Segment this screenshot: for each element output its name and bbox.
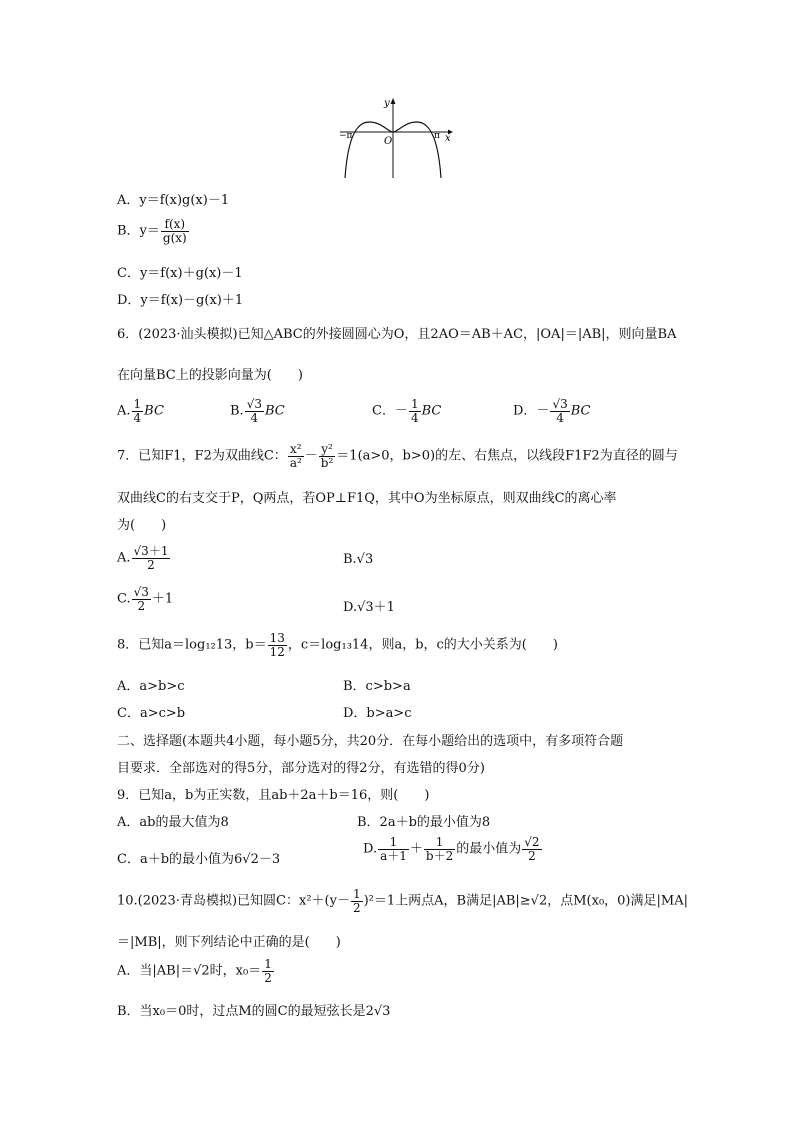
q8-frac — [268, 632, 287, 658]
q8-tail: ，c＝log₁₃14，则a，b，c的大小关系为( ) — [287, 637, 558, 653]
q6-a-vec: BC — [144, 403, 164, 419]
q8-option-d: D．b>a>c — [343, 706, 412, 721]
q9-option-d — [363, 836, 543, 862]
q10-option-b: B．当x₀＝0时，过点M的圆C的最短弦长是2√3 — [117, 1004, 391, 1019]
q7-option-d: D.√3＋1 — [343, 600, 395, 615]
q9-d-d3: 2 — [528, 848, 536, 863]
q7-line3: 为( ) — [117, 518, 167, 533]
q6-option-a — [117, 398, 164, 424]
q9-option-a: A．ab的最大值为8 — [117, 815, 229, 830]
q9-d-n1: 1 — [378, 836, 409, 850]
q6-b-label: B. — [230, 403, 244, 419]
q10-a-frac — [262, 958, 274, 984]
q7-frac2 — [319, 443, 336, 469]
q6-c-vec: BC — [421, 403, 442, 419]
q6-a-label: A. — [117, 403, 131, 419]
q8-den: 12 — [269, 644, 285, 659]
q10-a-prefix: A．当|AB|＝√2时，x₀＝ — [117, 963, 262, 979]
q5-b-den: g(x) — [162, 230, 187, 245]
section2-line2: 目要求．全部选对的得5分，部分选对的得2分，有选错的得0分) — [117, 761, 485, 776]
q9-d-d1: a＋1 — [380, 848, 407, 863]
q10-num: 1 — [352, 887, 361, 901]
q6-a-num: 1 — [133, 397, 142, 411]
q7-c-frac — [132, 586, 151, 612]
q6-prefix: 6．(2023·汕头模拟)已知△ABC的外接圆圆心为O，且 — [117, 327, 431, 342]
q10-den: 2 — [352, 900, 361, 915]
q7-option-a — [117, 545, 171, 571]
q7-den1: a² — [289, 455, 302, 470]
q6-stem — [117, 323, 676, 342]
q10-prefix: 10.(2023·青岛模拟)已知圆C：x²＋ — [117, 893, 325, 909]
q7-a-frac — [132, 545, 171, 571]
q10-a-num: 1 — [264, 957, 272, 971]
q6-c-den: 4 — [410, 410, 419, 425]
origin-label: O — [384, 136, 393, 147]
q7-c-num: √3 — [133, 585, 149, 599]
q7-frac1 — [288, 443, 304, 469]
q7-line2: 双曲线C的右支交于P，Q两点，若OP⊥F1Q，其中O为坐标原点，则双曲线C的离心率 — [117, 491, 617, 506]
q7-prefix: 7．已知F1，F2为双曲线C： — [117, 448, 287, 464]
q6-d-label: D．－ — [513, 403, 550, 419]
q5-b-num: f(x) — [161, 218, 189, 232]
q6-b-den: 4 — [250, 410, 259, 425]
q6-b-vec: BC — [264, 403, 285, 419]
q9-d-n2: 1 — [424, 836, 455, 850]
q5-option-b — [117, 218, 190, 244]
q9-d-frac1 — [378, 836, 409, 862]
q10-paren-b: )²＝1上两点A，B满足|AB|≥√2，点M(x₀，0)满足|MA| — [363, 893, 688, 909]
neg-pi-label: −π — [339, 131, 353, 141]
q7-mid: ＝1(a>0，b>0)的左、右焦点，以线段F1F2为直径的圆与 — [336, 448, 678, 464]
pos-pi-label: π — [434, 131, 440, 141]
q5-option-d: D．y＝f(x)－g(x)＋1 — [117, 293, 244, 308]
q8-num: 13 — [269, 631, 285, 645]
y-axis-arrow — [391, 98, 396, 104]
q6-b-num: √3 — [246, 397, 262, 411]
q9-d-mid: 的最小值为 — [456, 841, 522, 857]
q8-option-b: B．c>b>a — [343, 679, 411, 694]
q10-stem — [117, 888, 688, 914]
q6-a-frac — [132, 398, 144, 424]
q6-b-frac — [245, 398, 264, 424]
q10-a-den: 2 — [264, 970, 272, 985]
q5-option-c: C．y＝f(x)＋g(x)－1 — [117, 266, 243, 281]
q6-line2: 在向量BC上的投影向量为( ) — [117, 368, 303, 383]
q5-option-a: A．y＝f(x)g(x)－1 — [117, 193, 230, 208]
q6-option-b — [230, 398, 285, 424]
q7-c-label: C. — [117, 591, 131, 607]
q9-option-c: C．a＋b的最小值为6√2－3 — [117, 852, 281, 867]
q6-d-den: 4 — [556, 410, 564, 425]
q9-option-b: B．2a＋b的最小值为8 — [357, 815, 491, 830]
q9-stem: 9．已知a，b为正实数，且ab＋2a＋b＝16，则( ) — [117, 788, 430, 803]
section2-line1: 二、选择题(本题共4小题，每小题5分，共20分．在每小题给出的选项中，有多项符合题 — [117, 734, 624, 749]
q5-option-b-fraction — [161, 218, 189, 244]
q9-d-d2: b＋2 — [425, 848, 454, 863]
q8-stem — [117, 632, 558, 658]
q8-prefix: 8．已知a＝log₁₂13，b＝ — [117, 637, 267, 653]
q7-num1: x² — [288, 443, 304, 457]
q7-num2: y² — [319, 443, 336, 457]
q7-c-tail: ＋1 — [151, 591, 174, 607]
q6-c-label: C．－ — [372, 403, 408, 419]
q7-c-den: 2 — [137, 598, 146, 613]
function-graph — [336, 94, 456, 180]
q6-option-c — [372, 398, 441, 424]
q7-den2: b² — [320, 455, 334, 470]
q6-option-d — [513, 398, 590, 424]
q6-d-vec: BC — [570, 403, 591, 419]
q9-d-plus: ＋ — [409, 841, 423, 857]
q7-stem: 7．已知F1，F2为双曲线C： $\frac{\text{x²}}{\text{a²}}$ － $\frac{\text{y²}}{\text{b²}}$ ＝1(a>0，b>0)的左、右焦点，以线段F1F2为直径的圆与 — [117, 442, 678, 470]
q10-line2: ＝|MB|，则下列结论中正确的是( ) — [117, 935, 341, 950]
q8-option-a: A．a>b>c — [117, 679, 185, 694]
q7-a-label: A. — [117, 550, 131, 566]
q5-option-b-prefix: B．y＝ — [117, 223, 160, 239]
q7-option-c — [117, 586, 173, 612]
q6-c-num: 1 — [410, 397, 419, 411]
q10-option-a — [117, 958, 275, 984]
q7-a-den: 2 — [147, 557, 155, 572]
q8-option-c: C．a>c>b — [117, 706, 186, 721]
q10-frac — [351, 888, 363, 914]
q6-d-num: √3 — [552, 397, 568, 411]
q9-d-frac3 — [522, 836, 541, 862]
q6-eq: 2AO＝AB＋AC，|OA|＝|AB|，则向量BA — [430, 327, 677, 342]
q6-d-frac — [550, 398, 569, 424]
q7-a-num: √3＋1 — [133, 544, 169, 558]
q6-c-frac — [409, 398, 421, 424]
q9-d-label: D. — [363, 841, 378, 857]
q9-d-frac2 — [424, 836, 455, 862]
q6-a-den: 4 — [133, 410, 142, 425]
q10-paren-a: (y－ — [324, 893, 350, 909]
q9-d-n3: √2 — [524, 835, 540, 849]
x-label: x — [445, 133, 451, 144]
q7-option-b: B.√3 — [343, 552, 374, 567]
y-label: y — [384, 98, 390, 109]
